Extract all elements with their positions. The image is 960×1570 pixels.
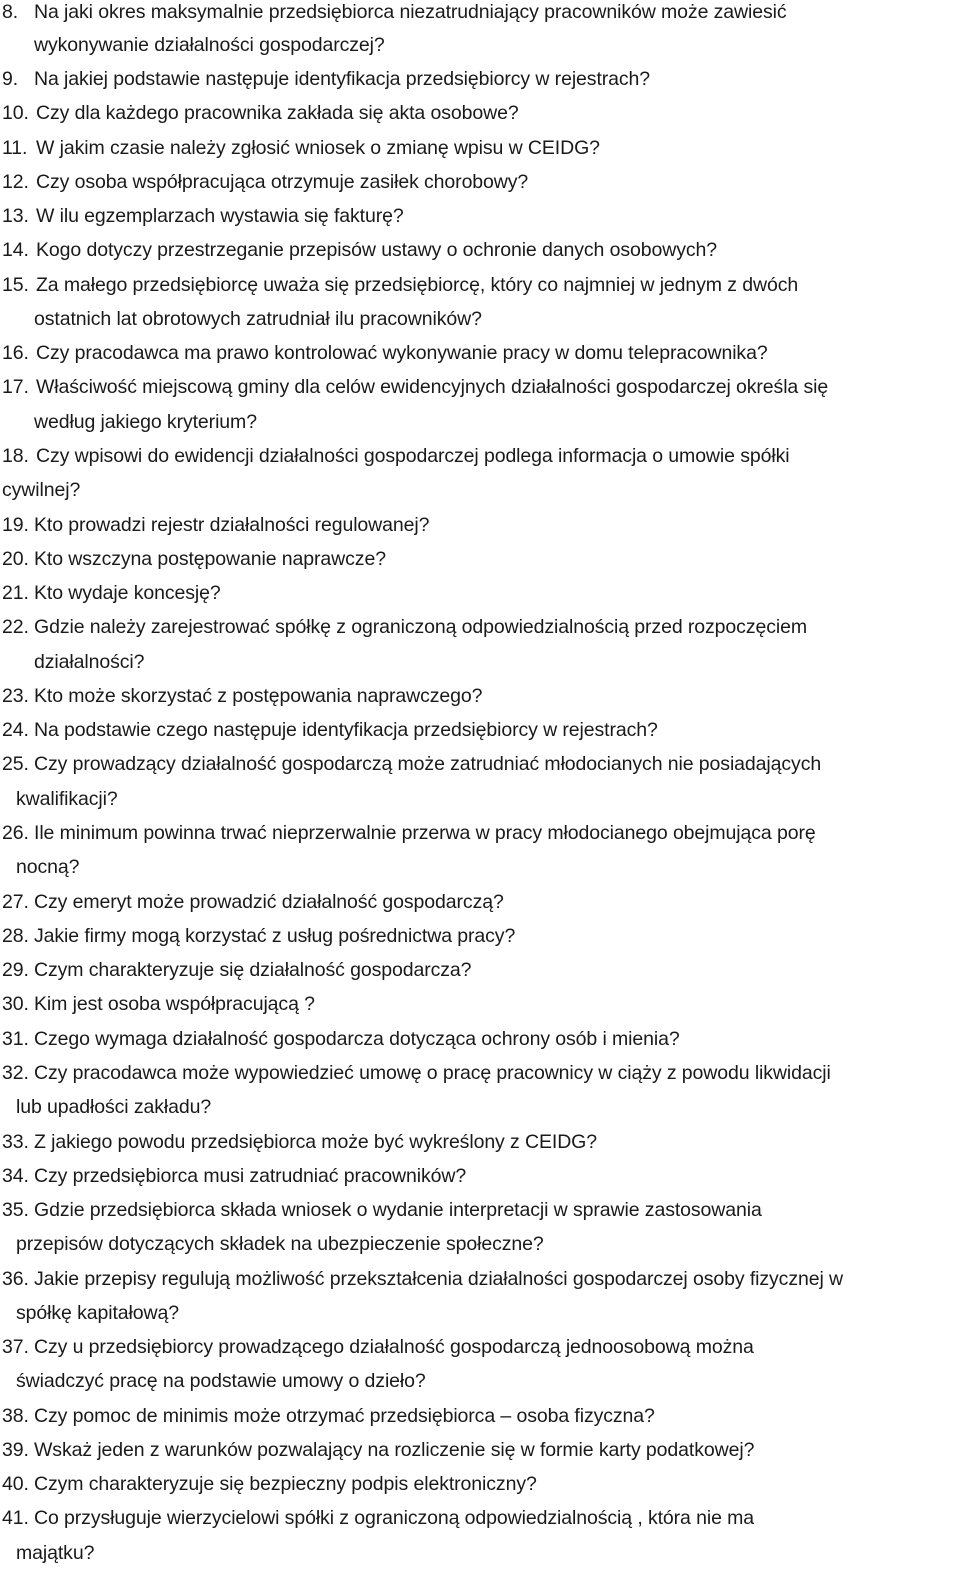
question-text: Kim jest osoba współpracującą ? [34, 993, 315, 1015]
question-number: 21. [2, 582, 29, 604]
question-text: Czy przedsiębiorca musi zatrudniać pracowników? [34, 1165, 467, 1187]
question-number: 10. [2, 102, 29, 124]
question-text-continuation: wykonywanie działalności gospodarczej? [34, 34, 385, 56]
question-text: Jakie przepisy regulują możliwość przekształcenia działalności gospodarczej osoby fizycznej w [34, 1268, 843, 1290]
question-text: W jakim czasie należy zgłosić wniosek o zmianę wpisu w CEIDG? [36, 137, 600, 159]
question-text-continuation: spółkę kapitałową? [16, 1302, 179, 1324]
question-text-continuation: świadczyć pracę na podstawie umowy o dzieło? [16, 1370, 426, 1392]
question-text: Czym charakteryzuje się bezpieczny podpis elektroniczny? [34, 1473, 537, 1495]
question-number: 35. [2, 1199, 29, 1221]
question-text: Kto wydaje koncesję? [34, 582, 221, 604]
question-text-continuation: cywilnej? [2, 479, 81, 501]
question-number: 12. [2, 171, 29, 193]
question-text: Czy pracodawca może wypowiedzieć umowę o pracę pracownicy w ciąży z powodu likwidacji [34, 1062, 831, 1084]
question-number: 13. [2, 205, 29, 227]
question-text: Ile minimum powinna trwać nieprzerwalnie przerwa w pracy młodocianego obejmująca porę [34, 822, 816, 844]
question-text-continuation: kwalifikacji? [16, 788, 118, 810]
question-number: 38. [2, 1405, 29, 1427]
question-number: 19. [2, 514, 29, 536]
question-text: Czy wpisowi do ewidencji działalności gospodarczej podlega informacja o umowie spółki [36, 445, 790, 467]
question-text-continuation: ostatnich lat obrotowych zatrudniał ilu pracowników? [34, 308, 482, 330]
question-text: Na jaki okres maksymalnie przedsiębiorca niezatrudniający pracowników może zawiesić [34, 1, 787, 23]
question-text-continuation: lub upadłości zakładu? [16, 1096, 212, 1118]
question-text: Czy pomoc de minimis może otrzymać przedsiębiorca – osoba fizyczna? [34, 1405, 655, 1427]
question-text: Gdzie przedsiębiorca składa wniosek o wydanie interpretacji w sprawie zastosowania [34, 1199, 762, 1221]
question-number: 31. [2, 1028, 29, 1050]
question-text: Czy prowadzący działalność gospodarczą może zatrudniać młodocianych nie posiadających [34, 753, 822, 775]
question-text: Czy osoba współpracująca otrzymuje zasiłek chorobowy? [36, 171, 529, 193]
question-text: Czy emeryt może prowadzić działalność gospodarczą? [34, 891, 504, 913]
question-text: Kto może skorzystać z postępowania naprawczego? [34, 685, 483, 707]
question-text: Czy dla każdego pracownika zakłada się akta osobowe? [36, 102, 519, 124]
question-number: 30. [2, 993, 29, 1015]
question-text-continuation: według jakiego kryterium? [34, 411, 257, 433]
question-number: 34. [2, 1165, 29, 1187]
question-number: 15. [2, 274, 29, 296]
question-text: Czy u przedsiębiorcy prowadzącego działalność gospodarczą jednoosobową można [34, 1336, 754, 1358]
question-text-continuation: nocną? [16, 856, 80, 878]
question-text: Z jakiego powodu przedsiębiorca może być wykreślony z CEIDG? [34, 1131, 597, 1153]
question-number: 14. [2, 239, 29, 261]
question-number: 20. [2, 548, 29, 570]
question-text: Kogo dotyczy przestrzeganie przepisów ustawy o ochronie danych osobowych? [36, 239, 717, 261]
question-text: Na jakiej podstawie następuje identyfikacja przedsiębiorcy w rejestrach? [34, 68, 651, 90]
question-text: Czy pracodawca ma prawo kontrolować wykonywanie pracy w domu telepracownika? [36, 342, 768, 364]
question-text: Gdzie należy zarejestrować spółkę z ograniczoną odpowiedzialnością przed rozpoczęciem [34, 616, 807, 638]
question-text: Czego wymaga działalność gospodarcza dotycząca ochrony osób i mienia? [34, 1028, 680, 1050]
question-number: 32. [2, 1062, 29, 1084]
question-number: 29. [2, 959, 29, 981]
question-number: 37. [2, 1336, 29, 1358]
question-text: Czym charakteryzuje się działalność gospodarcza? [34, 959, 472, 981]
question-text: Za małego przedsiębiorcę uważa się przedsiębiorcę, który co najmniej w jednym z dwóch [36, 274, 799, 296]
question-number: 39. [2, 1439, 29, 1461]
question-number: 9. [2, 68, 19, 90]
question-text: Kto wszczyna postępowanie naprawcze? [34, 548, 386, 570]
question-number: 27. [2, 891, 29, 913]
question-text: Co przysługuje wierzycielowi spółki z ograniczoną odpowiedzialnością , która nie ma [34, 1507, 755, 1529]
question-number: 25. [2, 753, 29, 775]
question-number: 40. [2, 1473, 29, 1495]
question-number: 11. [2, 137, 28, 159]
question-text: Jakie firmy mogą korzystać z usług pośrednictwa pracy? [34, 925, 516, 947]
question-text-continuation: majątku? [16, 1542, 95, 1564]
question-text: W ilu egzemplarzach wystawia się fakturę? [36, 205, 404, 227]
question-text-continuation: działalności? [34, 651, 145, 673]
question-number: 33. [2, 1131, 29, 1153]
question-text-continuation: przepisów dotyczących składek na ubezpieczenie społeczne? [16, 1233, 544, 1255]
question-number: 8. [2, 1, 19, 23]
question-text: Kto prowadzi rejestr działalności regulowanej? [34, 514, 430, 536]
question-number: 28. [2, 925, 29, 947]
question-number: 17. [2, 376, 29, 398]
question-number: 22. [2, 616, 29, 638]
question-number: 36. [2, 1268, 29, 1290]
question-number: 18. [2, 445, 29, 467]
question-text: Właściwość miejscową gminy dla celów ewidencyjnych działalności gospodarczej określa się [36, 376, 829, 398]
question-number: 41. [2, 1507, 29, 1529]
question-number: 24. [2, 719, 29, 741]
question-text: Wskaż jeden z warunków pozwalający na rozliczenie się w formie karty podatkowej? [34, 1439, 755, 1461]
question-text: Na podstawie czego następuje identyfikacja przedsiębiorcy w rejestrach? [34, 719, 658, 741]
question-number: 16. [2, 342, 29, 364]
question-number: 26. [2, 822, 29, 844]
question-number: 23. [2, 685, 29, 707]
